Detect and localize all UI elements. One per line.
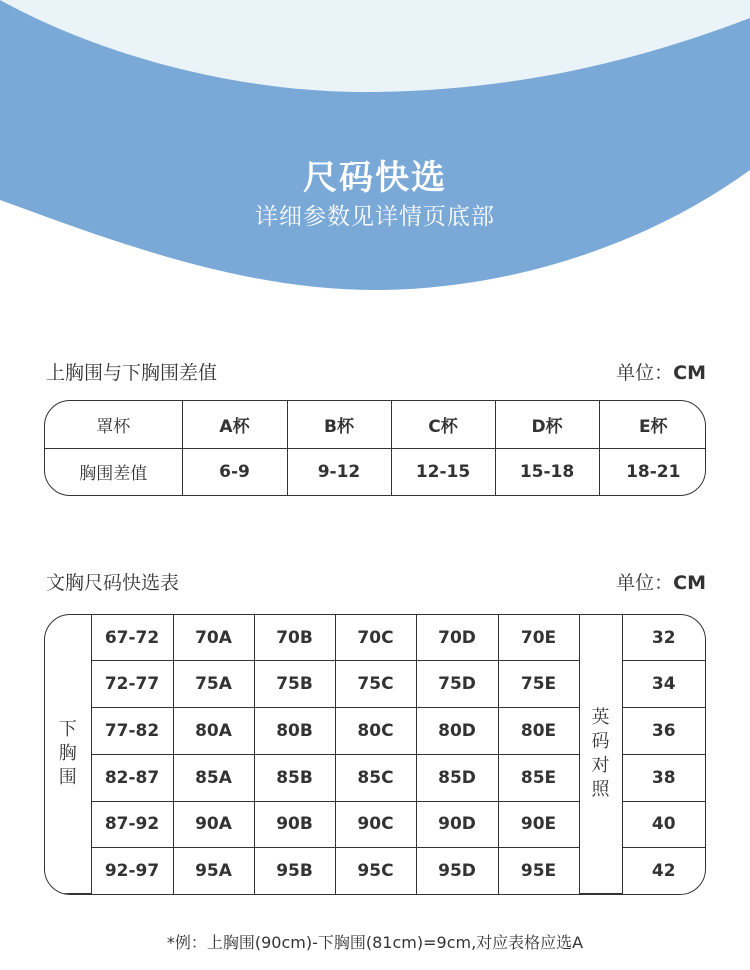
underbust-range: 82-87 xyxy=(91,754,173,801)
unit-label xyxy=(616,568,706,595)
unit-value: CM xyxy=(673,571,706,594)
underbust-label: 下胸围 xyxy=(45,615,91,894)
size-cell: 75A xyxy=(173,661,254,708)
uk-size-cell: 42 xyxy=(622,848,705,894)
table-cell: 6-9 xyxy=(182,448,287,495)
size-cell: 70C xyxy=(335,615,416,661)
table-cell: 15-18 xyxy=(495,448,599,495)
header-cell: D杯 xyxy=(495,401,599,448)
table-row xyxy=(45,448,706,495)
unit-label-text: 单位： xyxy=(616,571,674,594)
hero-subtitle: 详细参数见详情页底部 xyxy=(255,204,495,230)
uk-size-cell: 36 xyxy=(622,707,705,754)
uk-size-cell: 38 xyxy=(622,754,705,801)
header-cell: 罩杯 xyxy=(45,401,182,448)
size-cell: 95D xyxy=(416,848,498,894)
uk-size-cell: 32 xyxy=(622,615,705,661)
size-cell: 85A xyxy=(173,754,254,801)
table-cell: 9-12 xyxy=(287,448,391,495)
hero-banner xyxy=(0,0,750,300)
size-cell: 95C xyxy=(335,848,416,894)
header-cell: B杯 xyxy=(287,401,391,448)
size-cell: 95A xyxy=(173,848,254,894)
size-cell: 80C xyxy=(335,707,416,754)
underbust-range: 87-92 xyxy=(91,801,173,848)
uk-size-cell: 40 xyxy=(622,801,705,848)
example-footnote: *例：上胸围(90cm)-下胸围(81cm)=9cm,对应表格应选A xyxy=(166,933,584,952)
size-cell: 75B xyxy=(254,661,335,708)
table-header-row xyxy=(45,401,706,448)
underbust-range: 67-72 xyxy=(91,615,173,661)
size-cell: 85E xyxy=(498,754,579,801)
size-cell: 90A xyxy=(173,801,254,848)
header-cell: E杯 xyxy=(599,401,706,448)
size-cell: 80D xyxy=(416,707,498,754)
table-cell: 12-15 xyxy=(391,448,495,495)
size-cell: 90B xyxy=(254,801,335,848)
underbust-range: 72-77 xyxy=(91,661,173,708)
cup-difference-header xyxy=(46,356,706,386)
size-cell: 85D xyxy=(416,754,498,801)
size-cell: 70E xyxy=(498,615,579,661)
size-cell: 90E xyxy=(498,801,579,848)
header-cell: A杯 xyxy=(182,401,287,448)
size-cell: 85B xyxy=(254,754,335,801)
uk-size-label: 英码对照 xyxy=(579,615,622,894)
size-cell: 90D xyxy=(416,801,498,848)
cup-difference-title: 上胸围与下胸围差值 xyxy=(46,361,218,384)
size-cell: 70B xyxy=(254,615,335,661)
underbust-range: 92-97 xyxy=(91,848,173,894)
hero-title: 尺码快选 xyxy=(303,158,447,198)
size-cell: 80A xyxy=(173,707,254,754)
header-cell: C杯 xyxy=(391,401,495,448)
size-cell: 70A xyxy=(173,615,254,661)
row-label: 胸围差值 xyxy=(45,448,182,495)
size-cell: 80E xyxy=(498,707,579,754)
size-chart-table xyxy=(44,614,706,895)
size-chart-header xyxy=(46,566,706,596)
underbust-range: 77-82 xyxy=(91,707,173,754)
unit-label xyxy=(616,358,706,385)
unit-value: CM xyxy=(673,361,706,384)
uk-size-cell: 34 xyxy=(622,661,705,708)
size-cell: 80B xyxy=(254,707,335,754)
size-cell: 90C xyxy=(335,801,416,848)
size-cell: 95E xyxy=(498,848,579,894)
table-cell: 18-21 xyxy=(599,448,706,495)
size-cell: 75E xyxy=(498,661,579,708)
unit-label-text: 单位： xyxy=(616,361,674,384)
size-cell: 85C xyxy=(335,754,416,801)
size-cell: 70D xyxy=(416,615,498,661)
table-row xyxy=(45,615,705,661)
cup-difference-table xyxy=(44,400,706,496)
size-cell: 95B xyxy=(254,848,335,894)
size-chart-title: 文胸尺码快选表 xyxy=(46,571,180,594)
size-cell: 75C xyxy=(335,661,416,708)
size-cell: 75D xyxy=(416,661,498,708)
